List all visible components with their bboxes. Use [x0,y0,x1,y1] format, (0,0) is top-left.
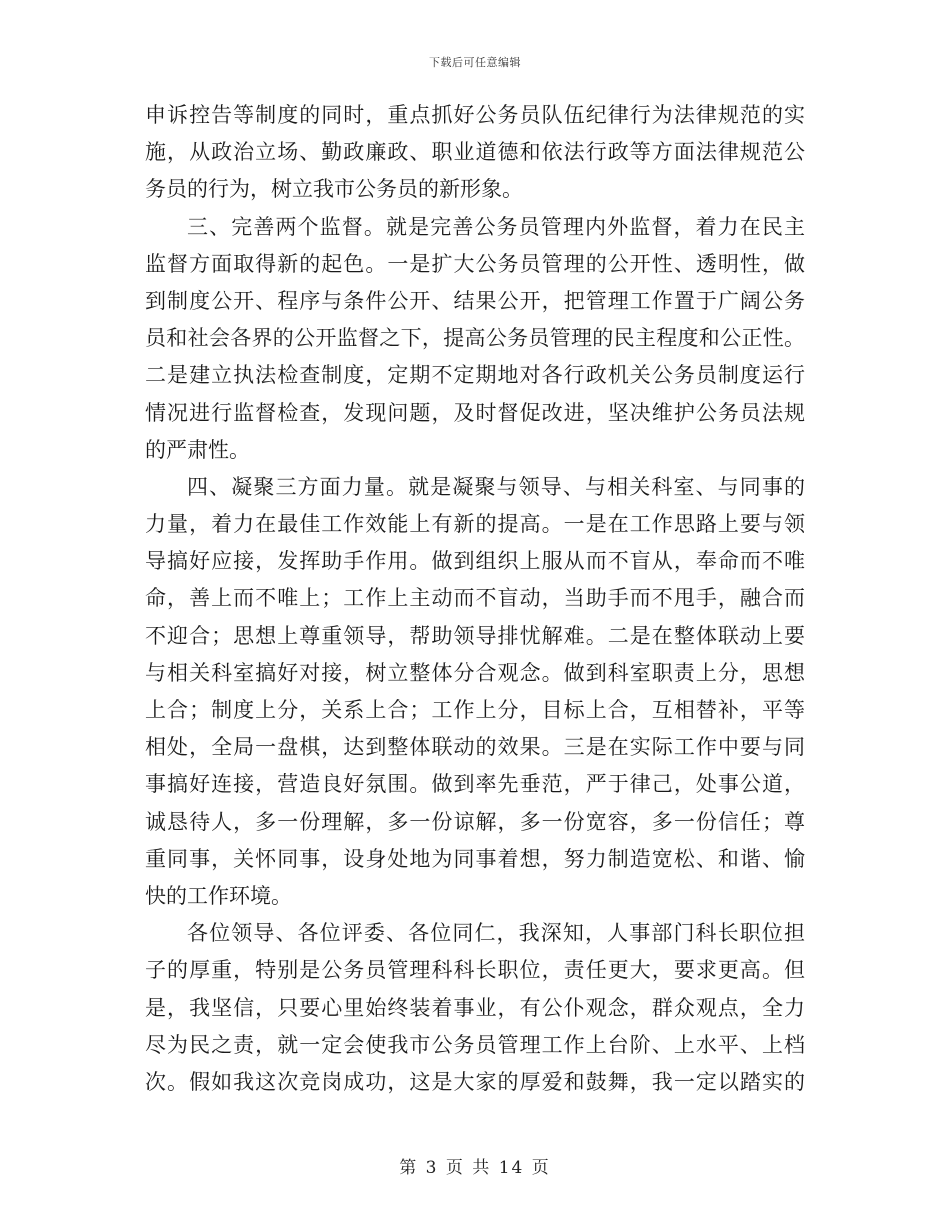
paragraph-2 [145,209,805,469]
text-line: 诚恳待人，多一份理解，多一份谅解，多一份宽容，多一份信任；尊 [145,809,805,834]
text-line: 各位领导、各位评委、各位同仁，我深知，人事部门科长职位担 [187,921,805,946]
text-line: 尽为民之责，就一定会使我市公务员管理工作上台阶、上水平、上档 [145,1032,805,1057]
text-line: 与相关科室搞好对接，树立整体分合观念。做到科室职责上分，思想 [145,660,805,685]
text-line: 申诉控告等制度的同时，重点抓好公务员队伍纪律行为法律规范的实 [145,103,805,127]
text-line: 导搞好应接，发挥助手作用。做到组织上服从而不盲从，奉命而不唯 [145,549,805,574]
document-body [145,97,805,1101]
text-line: 相处，全局一盘棋，达到整体联动的效果。三是在实际工作中要与同 [145,735,805,760]
text-line: 员和社会各界的公开监督之下，提高公务员管理的民主程度和公正性。 [145,326,805,351]
text-line: 三、完善两个监督。就是完善公务员管理内外监督，着力在民主 [187,214,805,239]
text-line: 次。假如我这次竞岗成功，这是大家的厚爱和鼓舞，我一定以踏实的 [145,1069,805,1094]
paragraph-3 [145,469,805,915]
paragraph-4 [145,915,805,1101]
text-line: 上合；制度上分，关系上合；工作上分，目标上合，互相替补，平等 [145,698,805,722]
page-header: 下载后可任意编辑 [429,56,521,69]
text-line: 命，善上而不唯上；工作上主动而不盲动，当助手而不甩手，融合而 [145,586,805,611]
text-line: 到制度公开、程序与条件公开、结果公开，把管理工作置于广阔公务 [145,288,805,313]
text-line: 子的厚重，特别是公务员管理科科长职位，责任更大，要求更高。但 [145,958,805,983]
text-line: 快的工作环境。 [145,883,292,908]
text-line: 重同事，关怀同事，设身处地为同事着想，努力制造宽松、和谐、愉 [145,846,805,871]
paragraph-1 [145,97,805,209]
text-line: 四、凝聚三方面力量。就是凝聚与领导、与相关科室、与同事的 [187,474,805,499]
text-line: 务员的行为，树立我市公务员的新形象。 [145,177,523,202]
text-line: 施，从政治立场、勤政廉政、职业道德和依法行政等方面法律规范公 [145,140,805,165]
text-line: 的严肃性。 [145,437,250,462]
text-line: 监督方面取得新的起色。一是扩大公务员管理的公开性、透明性，做 [145,251,805,276]
text-line: 力量，着力在最佳工作效能上有新的提高。一是在工作思路上要与领 [145,512,805,537]
page-footer: 第 3 页 共 14 页 [399,1158,551,1178]
text-line: 事搞好连接，营造良好氛围。做到率先垂范，严于律己，处事公道， [145,772,805,797]
text-line: 是，我坚信，只要心里始终装着事业，有公仆观念，群众观点，全力 [145,995,805,1020]
text-line: 情况进行监督检查，发现问题，及时督促改进，坚决维护公务员法规 [145,400,805,425]
text-line: 不迎合；思想上尊重领导，帮助领导排忧解难。二是在整体联动上要 [145,623,805,648]
text-line: 二是建立执法检查制度，定期不定期地对各行政机关公务员制度运行 [145,363,805,388]
